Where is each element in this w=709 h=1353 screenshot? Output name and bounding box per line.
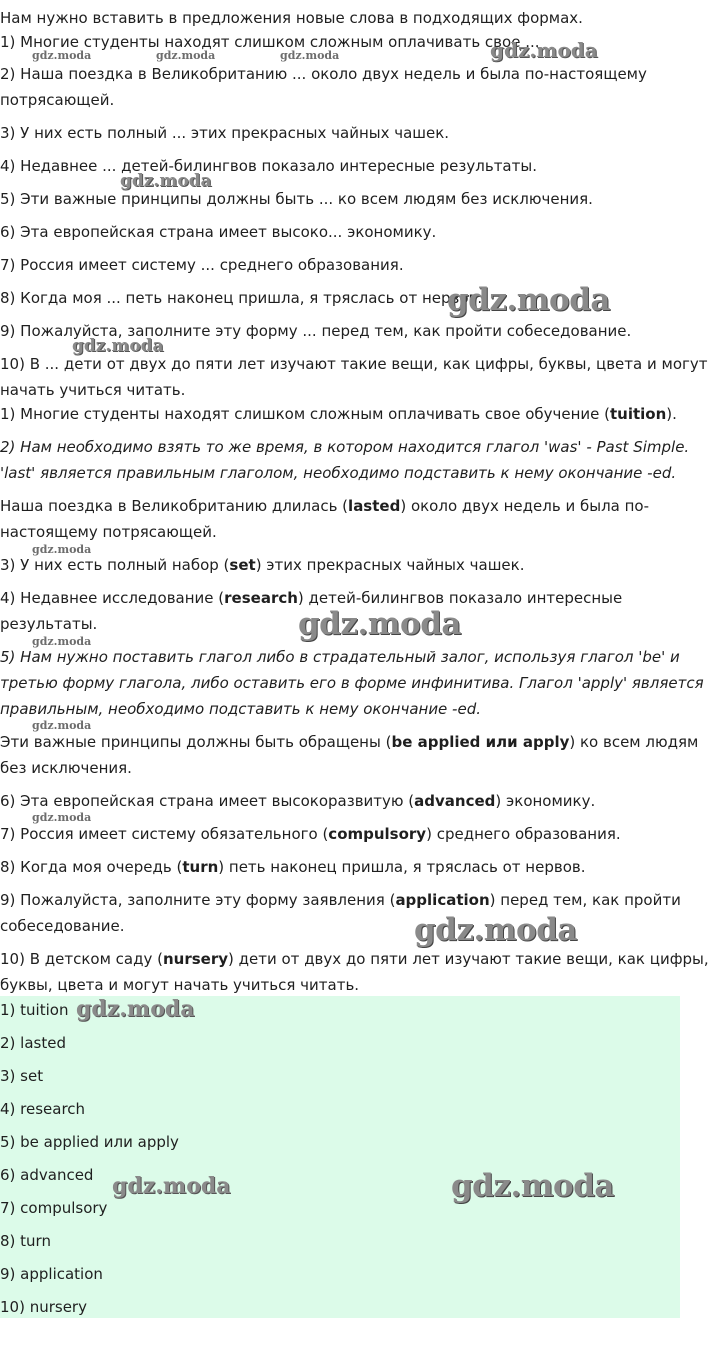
answer-item: 9) application: [0, 1265, 103, 1283]
answer-item: 6) advanced: [0, 1166, 94, 1184]
task-q7: 7) Россия имеет систему ... среднего образования.: [0, 256, 404, 274]
answer-item: 3) set: [0, 1067, 44, 1085]
task-q10-line2: начать учиться читать.: [0, 381, 186, 399]
answer-word-6: advanced: [414, 792, 496, 810]
watermark: gdz.moda: [32, 811, 92, 824]
answer-word-4: research: [224, 589, 298, 607]
task-q5: 5) Эти важные принципы должны быть ... ко всем людям без исключения.: [0, 190, 593, 208]
watermark: gdz.moda: [280, 49, 340, 62]
solution-2-line1: Наша поездка в Великобританию длилась (lasted) около двух недель и была по-: [0, 497, 650, 515]
solution-9-line1: 9) Пожалуйста, заполните эту форму заявления (application) перед тем, как пройти: [0, 891, 681, 909]
solution-10-line1: 10) В детском саду (nursery) дети от двух до пяти лет изучают такие вещи, как цифры,: [0, 950, 709, 968]
solution-7: 7) Россия имеет систему обязательного (compulsory) среднего образования.: [0, 825, 621, 843]
solution-3: 3) У них есть полный набор (set) этих прекрасных чайных чашек.: [0, 556, 525, 574]
solution-5-note-line3: правильным, необходимо подставить к нему окончание -ed.: [0, 700, 481, 718]
watermark: gdz.moda: [414, 912, 577, 948]
solution-5-note-line2: третью форму глагола, либо оставить его в форме инфинитива. Глагол 'apply' является: [0, 674, 704, 692]
solution-2-note-line2: 'last' является правильным глаголом, необходимо подставить к нему окончание -ed.: [0, 464, 677, 482]
watermark: gdz.moda: [32, 543, 92, 556]
solution-4-line1: 4) Недавнее исследование (research) детей-билингвов показало интересные: [0, 589, 623, 607]
watermark: gdz.moda: [120, 171, 212, 191]
answer-word-5: be applied или apply: [391, 733, 570, 751]
task-q3: 3) У них есть полный ... этих прекрасных чайных чашек.: [0, 124, 450, 142]
solution-9-line2: собеседование.: [0, 917, 125, 935]
task-q9: 9) Пожалуйста, заполните эту форму ... перед тем, как пройти собеседование.: [0, 322, 632, 340]
solution-5-line1: Эти важные принципы должны быть обращены (be applied или apply) ко всем людям: [0, 733, 699, 751]
answer-word-7: compulsory: [328, 825, 427, 843]
watermark: gdz.moda: [447, 282, 610, 318]
solution-6: 6) Эта европейская страна имеет высокоразвитую (advanced) экономику.: [0, 792, 596, 810]
answer-item: 5) be applied или apply: [0, 1133, 179, 1151]
watermark: gdz.moda: [298, 606, 461, 642]
solution-10-line2: буквы, цвета и могут начать учиться читать.: [0, 976, 360, 994]
watermark: gdz.moda: [72, 336, 164, 356]
answers-panel: [0, 996, 680, 1318]
watermark: gdz.moda: [156, 49, 216, 62]
watermark: gdz.moda: [32, 719, 92, 732]
task-intro: Нам нужно вставить в предложения новые слова в подходящих формах.: [0, 9, 583, 27]
task-q8: 8) Когда моя ... петь наконец пришла, я тряслась от нервов.: [0, 289, 483, 307]
solution-8: 8) Когда моя очередь (turn) петь наконец пришла, я тряслась от нервов.: [0, 858, 586, 876]
watermark: gdz.moda: [32, 49, 92, 62]
answer-word-1: tuition: [610, 405, 667, 423]
solution-4-line2: результаты.: [0, 615, 98, 633]
watermark: gdz.moda: [112, 1173, 231, 1199]
task-q2-line1: 2) Наша поездка в Великобританию ... около двух недель и была по-настоящему: [0, 65, 647, 83]
solution-2-line2: настоящему потрясающей.: [0, 523, 217, 541]
solution-5-note-line1: 5) Нам нужно поставить глагол либо в страдательный залог, используя глагол 'be' и: [0, 648, 680, 666]
watermark: gdz.moda: [32, 635, 92, 648]
task-q6: 6) Эта европейская страна имеет высоко... экономику.: [0, 223, 437, 241]
solution-2-note-line1: 2) Нам необходимо взять то же время, в котором находится глагол 'was' - Past Simple.: [0, 438, 690, 456]
solution-5-line2: без исключения.: [0, 759, 132, 777]
watermark: gdz.moda: [76, 996, 195, 1022]
answer-item: 1) tuition: [0, 1001, 69, 1019]
answer-item: 4) research: [0, 1100, 86, 1118]
task-q1: 1) Многие студенты находят слишком сложным оплачивать свое ...: [0, 33, 540, 51]
answer-word-9: application: [395, 891, 490, 909]
answer-item: 2) lasted: [0, 1034, 66, 1052]
watermark: gdz.moda: [451, 1168, 614, 1204]
answer-word-3: set: [229, 556, 256, 574]
solution-1: 1) Многие студенты находят слишком сложным оплачивать свое обучение (tuition).: [0, 405, 677, 423]
answer-item: 7) compulsory: [0, 1199, 108, 1217]
answer-word-10: nursery: [162, 950, 229, 968]
task-q10-line1: 10) В ... дети от двух до пяти лет изучают такие вещи, как цифры, буквы, цвета и могут: [0, 355, 708, 373]
answer-word-8: turn: [182, 858, 219, 876]
answer-item: 10) nursery: [0, 1298, 87, 1316]
answer-item: 8) turn: [0, 1232, 51, 1250]
task-q4: 4) Недавнее ... детей-билингвов показало интересные результаты.: [0, 157, 537, 175]
answer-word-2: lasted: [348, 497, 401, 515]
watermark: gdz.moda: [490, 38, 598, 62]
task-q2-line2: потрясающей.: [0, 91, 115, 109]
